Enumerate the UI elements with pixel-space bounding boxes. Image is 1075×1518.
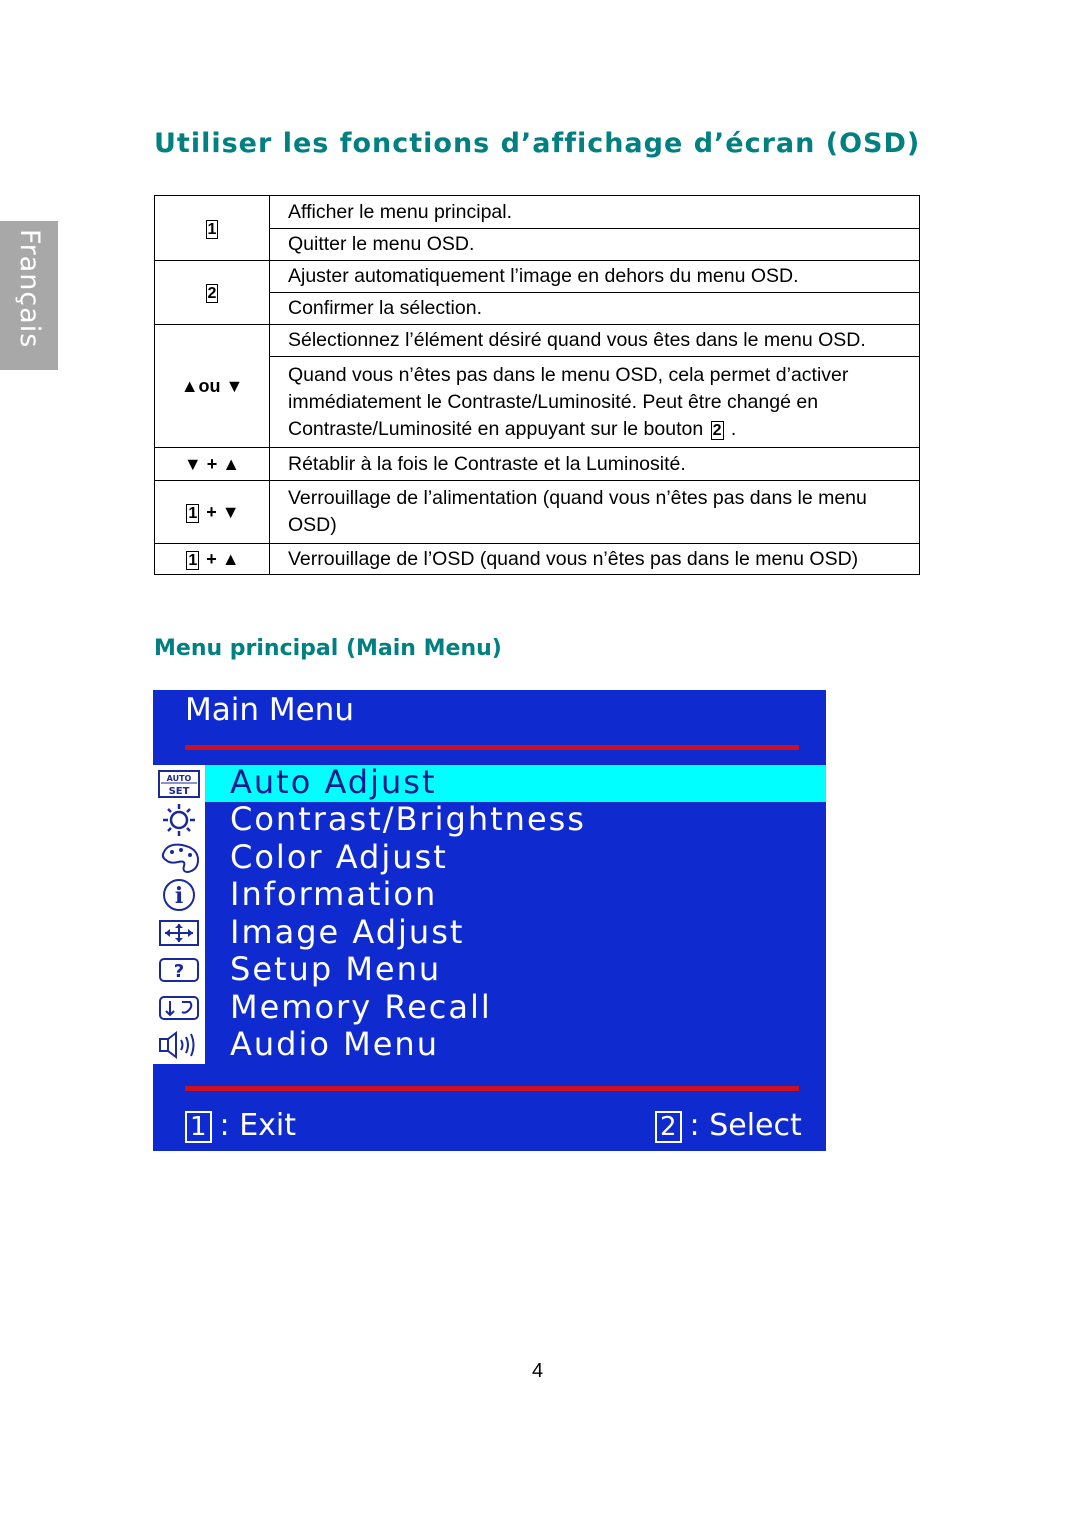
speaker-icon [156,1027,202,1063]
osd-title: Main Menu [185,692,354,728]
key-combo-label: + ▼ [206,501,240,522]
sun-icon [156,802,202,838]
key-cell [155,325,270,448]
button-2-key: 2 [655,1111,682,1143]
key-cell [155,261,270,325]
menu-item-audio-menu[interactable]: Audio Menu [230,1025,439,1063]
menu-item-memory-recall[interactable]: Memory Recall [230,988,492,1026]
button-1-key: 1 [188,551,198,569]
desc-cell [270,357,920,448]
top-divider [185,745,799,750]
table-row [155,481,920,544]
svg-text:i: i [174,883,184,909]
key-cell [155,196,270,261]
key-cell [155,448,270,481]
menu-item-auto-adjust[interactable]: Auto Adjust [205,765,826,802]
exit-label: : Exit [219,1108,296,1143]
table-row [155,325,920,357]
language-side-tab [0,221,58,370]
menu-item-color-adjust[interactable]: Color Adjust [230,838,448,876]
set-label: SET [168,786,190,797]
image-adjust-icon [156,915,202,951]
desc-cell: Quitter le menu OSD. [270,229,920,261]
desc-cell: Verrouillage de l’alimentation (quand vous n’êtes pas dans le menu OSD) [270,481,920,544]
table-row [155,544,920,575]
key-cell [155,481,270,544]
key-combo-label: + ▲ [206,548,240,569]
table-row [155,448,920,481]
language-label: Français [14,229,45,349]
desc-text: Quand vous n’êtes pas dans le menu OSD, cela permet d’activer immédiatement le Contraste/Luminosité. Peut être changé en Contraste/Luminosité en appuyant sur le bouton [288,363,849,440]
button-1-key: 1 [207,220,217,238]
menu-item-setup-menu[interactable]: Setup Menu [230,950,442,988]
desc-cell: Rétablir à la fois le Contraste et la Luminosité. [270,448,920,481]
button-1-key: 1 [185,1111,212,1143]
memory-recall-icon [156,990,202,1026]
page-title: Utiliser les fonctions d’affichage d’écran (OSD) [154,128,921,159]
desc-cell: Verrouillage de l’OSD (quand vous n’êtes pas dans le menu OSD) [270,544,920,575]
button-2-key: 2 [207,285,217,302]
auto-label: AUTO [166,774,192,783]
button-2-key: 2 [712,421,722,439]
menu-item-image-adjust[interactable]: Image Adjust [230,913,465,951]
exit-hint [185,1108,296,1143]
osd-main-menu-screenshot [153,690,826,1151]
desc-cell: Afficher le menu principal. [270,196,920,229]
menu-item-contrast-brightness[interactable]: Contrast/Brightness [230,800,586,838]
select-hint [655,1108,802,1143]
menu-item-information[interactable]: Information [230,875,438,913]
svg-text:?: ? [173,961,185,982]
auto-set-icon [156,766,202,802]
desc-cell: Confirmer la sélection. [270,293,920,325]
arrow-keys-label: ▼ + ▲ [183,453,241,474]
bottom-divider [185,1086,799,1091]
info-icon [156,877,202,913]
table-row [155,357,920,448]
desc-cell: Sélectionnez l’élément désiré quand vous êtes dans le menu OSD. [270,325,920,357]
table-row [155,261,920,293]
table-row [155,229,920,261]
osd-functions-table [154,195,920,575]
palette-icon [156,840,202,876]
key-cell [155,544,270,575]
button-1-key: 1 [188,504,198,522]
section-subtitle: Menu principal (Main Menu) [154,636,502,661]
page-number: 4 [531,1360,544,1382]
table-row [155,293,920,325]
table-row [155,196,920,229]
question-icon [156,952,202,988]
arrow-keys-label: ▲ou ▼ [180,375,244,396]
desc-end: . [725,417,737,440]
desc-cell: Ajuster automatiquement l’image en dehors du menu OSD. [270,261,920,293]
select-label: : Select [689,1108,802,1143]
